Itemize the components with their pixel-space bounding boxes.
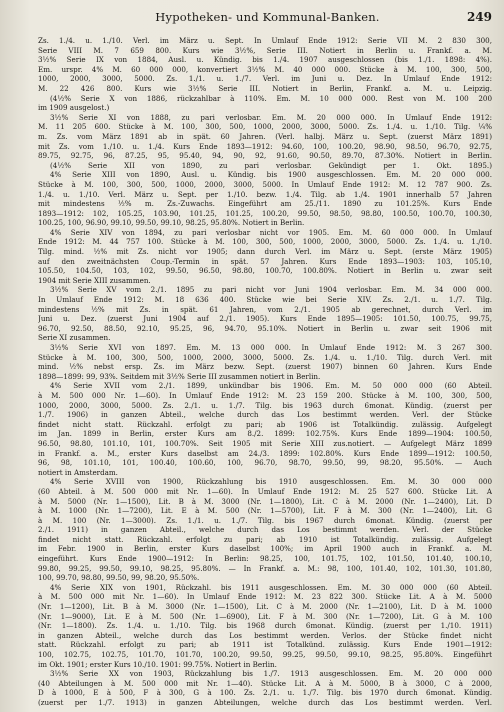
text-line: 100, 99.70, 98.80, 99.50, 99, 98.20, 95.50%. <box>38 573 200 583</box>
page-header <box>38 10 492 26</box>
text-line: M. 11 205 600. Stücke à M. 100, 300, 500, 1000, 2000, 3000, 5000. Zs. 1./4. u. 1./10. Tilg. ¼% <box>38 122 492 132</box>
text-line: 105.50, 104.50, 103, 102, 99.50, 96.50, 98.80, 100.70, 100.80%. Notiert in Berlin u. zwar seit <box>38 266 492 276</box>
text-line: auf den zweitnächsten Coup.-Termin in spät. 57 Jahren. Kurs Ende 1893—1903: 103, 105.10, <box>38 256 492 266</box>
text-line: M. 22 426 800. Kurs wie 3½% Serie III. Notiert in Berlin, Frankf. a. M. u. Leipzig. <box>38 83 492 93</box>
text-line: 96.50, 98.80, 101.10, 101, 100.70%. Seit 1905 mit Serie XIII zus.notiert. — Aufgelegt März 1899 <box>38 438 492 448</box>
text-line: im Jan. 1899 in Berlin, erster Kurs am 8./2. 1899: 102.75%. Kurs Ende 1899—1904: 100.50, <box>38 429 492 439</box>
text-line: (Nr. 1—1200), Lit. B à M. 3000 (Nr. 1—1500), Lit. C à M. 2000 (Nr. 1—2100), Lit. D à M. 1000 <box>38 602 492 612</box>
text-line: 3½% Serie XI von 1888, zu pari verlosbar. Em. M. 20 000 000. In Umlauf Ende 1912: <box>50 112 492 122</box>
text-line: Tilg. mind. ½% mit Zs. nicht vor 1905; dann durch Verl. im März u. Sept. (erste März 1905) <box>38 247 492 257</box>
text-line: Zs. 1./4. u. 1./10. Verl. im März u. Sept. In Umlauf Ende 1912: Serie VII M. 2 830 300, <box>38 36 492 45</box>
text-line: findet nicht statt. Rückzahl. erfolgt zu pari; ab 1906 ist Totalkündig. zulässig. Aufgelegt <box>38 419 492 429</box>
text-line: eingeführt. Kurs Ende 1900—1912: In Berlin: 98.25, 100, 101.75, 102, 101.50, 101.40, 100.10, <box>38 554 492 564</box>
text-line: in Frankf. a. M., erster Kurs daselbst am 24./3. 1899: 102.80%. Kurs Ende 1899—1912: 100.50, <box>38 448 492 458</box>
text-line: 96.70, 92.50, 88.50, 92.10, 95.25, 96, 94.70, 95.10%. Notiert in Berlin u. zwar seit 1906 mit <box>38 323 492 333</box>
text-line: 4% Serie XVIII von 1900, Rückzahlung bis 1910 ausgeschlossen. Em. M. 30 000 000 <box>50 477 492 487</box>
text-line: 3½% Serie XX von 1903, Rückzahlung bis 1./7. 1913 ausgeschlossen. Em. M. 20 000 000 <box>50 669 492 679</box>
text-line: im 1909 ausgelost.) <box>38 103 110 113</box>
text-line: D à 1000, E à 500, F à 300, G à 100. Zs. 2./1. u. 1./7. Tilg. bis 1970 durch 6monat. Kündig. <box>38 688 492 698</box>
text-line: 4% Serie XVII vom 2./1. 1899, unkündbar bis 1906. Em. M. 50 000 000 (60 Abteil. <box>50 381 492 391</box>
text-line: (40 Abteilungen à M. 500 000 mit Nr. 1—40). Stücke Lit. A à M. 5000, B à 3000, C à 2000, <box>38 678 492 688</box>
text-line: 1000, 2000, 3000, 5000. Zs. 1./1. u. 1./7. Verl. im Juni u. Dez. In Umlauf Ende 1912: <box>38 74 492 84</box>
text-line: 1000, 2000, 3000, 5000. Zs. 2./1. u. 1./7. Tilg. bis 1963 durch 6monat. Kündig. (zuerst per <box>38 400 492 410</box>
text-line: (Nr. 1—9000), Lit. E à M. 500 (Nr. 1—6900), Lit. F à M. 300 (Nr. 1—7200), Lit. G à M. 100 <box>38 611 492 621</box>
text-line: notiert in Amsterdam. <box>38 467 118 477</box>
text-line: im Febr. 1900 in Berlin, erster Kurs daselbst 100%; im April 1900 auch in Frankf. a. M. <box>38 544 492 554</box>
running-title: Hypotheken- und Kommunal-Banken. <box>155 10 380 24</box>
text-line: 1./4. u. 1./10. Verl. März u. Sept. per 1./10. bezw. 1./4. Tilg. ab 1./4. 1901 innerhalb 57 Jahren <box>38 189 492 199</box>
text-line: (60 Abteil. à M. 500 000 mit Nr. 1—60). In Umlauf Ende 1912: M. 25 527 600. Stücke Lit. A <box>38 486 492 496</box>
text-line: (zuerst per 1./7. 1913) in ganzen Abteilungen, welche durch das Los bestimmt werden. Verl. <box>38 697 492 707</box>
page-number: 249 <box>466 10 492 24</box>
text-line: à M. 500 000 mit Nr. 1—60). In Umlauf Ende 1912: M. 23 822 300. Stücke Lit. A à M. 5000 <box>38 592 492 602</box>
text-line: 4% Serie XIII von 1890, Ausl. u. Kündig. bis 1900 ausgeschlossen. Em. M. 20 000 000. <box>50 170 492 180</box>
text-line: In Umlauf Ende 1912: M. 18 636 400. Stücke wie bei Serie XIV. Zs. 2./1. u. 1./7. Tilg. <box>38 295 492 305</box>
text-line: 100.25, 100, 96.90, 99.10, 99.50, 99.10, 98.25, 95.80%. Notiert in Berlin. <box>38 218 305 228</box>
text-line: Stücke à M. 100, 300, 500, 1000, 2000, 3000, 5000. In Umlauf Ende 1912: M. 12 787 900. Zs. <box>38 179 492 189</box>
text-line: à M. 1000 (Nr. 1—7200), Lit. E à M. 500 (Nr. 1—5700), Lit. F à M. 300 (Nr. 1—2400), Lit. G <box>38 506 492 516</box>
text-line: à M. 500 000 Nr. 1—60). In Umlauf Ende 1912: M. 23 159 200. Stücke à M. 100, 300, 500, <box>38 390 492 400</box>
text-line: 89.75, 92.75, 96, 87.25, 95, 95.40, 94, 90, 92, 91.60, 90.50, 89.70, 87.30%. Notiert in Berlin. <box>38 151 492 161</box>
text-line: in ganzen Abteil., welche durch das Los bestimmt werden. Verlos. der Stücke findet nicht <box>38 630 492 640</box>
text-line: 1./7. 1906) in ganzen Abteil., welche durch das Los bestimmt werden. Verl. der Stücke <box>38 410 492 420</box>
text-line: 2./1. 1911) in ganzen Abteil., welche durch das Los bestimmt werden. Verl. der Stücke <box>38 525 492 535</box>
text-line: im Okt. 1901; erster Kurs 10./10. 1901: 99.75%. Notiert in Berlin. <box>38 659 277 669</box>
text-line: mit Zs. vom 1./10. u. 1./4. Kurs Ende 1893—1912: 94.60, 100, 100.20, 98.90, 98.50, 96.70, 92.75, <box>38 141 492 151</box>
text-line: à M. 5000 (Nr. 1—1500), Lit. B à M. 3000 (Nr. 1—1800), Lit. C à M. 2000 (Nr. 1—2400), Lit. D <box>38 496 492 506</box>
text-line: (4½% Serie XII von 1890, zu pari verlosbar. Gekündigt per 1. Okt. 1895.) <box>50 160 492 170</box>
text-line: mind. ½% nebst ersp. Zs. im März bezw. Sept. (zuerst 1907) binnen 60 Jahren. Kurs Ende <box>38 362 492 372</box>
text-line: Juni u. Dez. (zuerst Juni 1904 auf 2./1. 1905). Kurs Ende 1895—1905: 101.50, 100.75, 99.75, <box>38 314 492 324</box>
text-line: Ende 1912: M. 44 757 100. Stücke à M. 100, 300, 500, 1000, 2000, 3000, 5000. Zs. 1./4. u. 1./10. <box>38 237 492 247</box>
text-line: m. Zs. vom März 1891 ab in spät. 60 Jahren. (Verl. halbj. März u. Sept. (zuerst März 1891) <box>38 131 492 141</box>
text-line: statt. Rückzahl. erfolgt zu pari; ab 1911 ist Totalkünd. zulässig. Kurs Ende 1901—1912: <box>38 640 492 650</box>
text-line: 3½% Serie XVI von 1897. Em. M. 13 000 000. In Umlauf Ende 1912: M. 3 267 300. <box>50 343 492 352</box>
text-line: mindestens ½% mit Zs. in spät. 61 Jahren, vom 2./1. 1905 ab gerechnet, durch Verl. im <box>38 304 492 314</box>
text-line: findet nicht statt. Rückzahl. erfolgt zu pari; ab 1910 ist Totalkündig. zulässig. Aufgelegt <box>38 534 492 544</box>
text-line: 3½% Serie IX von 1884, Ausl. u. Kündig. bis 1./4. 1907 ausgeschlossen (bis 1./1. 1898: 4%). <box>38 55 492 65</box>
text-line: Stücke à M. 100, 300, 500, 1000, 2000, 3000, 5000. Zs. 1./4. u. 1./10. Tilg. durch Verl. mit <box>38 352 492 362</box>
text-line: (Nr. 1—1800). Zs. 1./4. u. 1./10. Tilg. bis 1968 durch 6monat. Kündig. (zuerst per 1./10. 1911) <box>38 621 492 631</box>
text-line: 4% Serie XIV von 1894, zu pari verlosbar nicht vor 1905. Em. M. 60 000 000. In Umlauf <box>50 227 492 237</box>
text-line: 1898—1899: 99, 93%. Seitdem mit 3½% Serie III zusammen notiert in Berlin. <box>38 371 321 381</box>
text-line: 100, 102.75, 102.75, 101.70, 101.70, 100.20, 99.50, 99.25, 99.50, 99.10, 98.25, 95.80%. Eingeführt <box>38 650 492 659</box>
text-line: 96, 98, 101.10, 101, 100.40, 100.60, 100, 96.70, 98.70, 99.50, 99, 98.20, 95.50%. — Auch <box>38 458 492 468</box>
text-line: 1893—1912: 102, 105.25, 103.90, 101.25, 101.25, 100.20, 99.50, 98.50, 98.80, 100.50, 100.70, 100.30, <box>38 208 492 218</box>
text-line: 99.80, 99.25, 99.50, 99.10, 98.25, 95.80%. — In Frankf. a. M.: 98, 100, 101.40, 102, 101.30, 101.80, <box>38 563 492 573</box>
text-line: mit mindestens ½% m. Zs.-Zuwachs. Eingeführt am 25./11. 1890 zu 101.25%. Kurs Ende <box>38 199 492 209</box>
text-line: Em. urspr. 4% M. 60 000 000, konvertiert 3½% M. 40 000 000. Stücke à M. 100, 300, 500, <box>38 64 492 74</box>
text-line: 4% Serie XIX von 1901, Rückzahl. bis 1911 ausgeschlossen. Em. M. 30 000 000 (60 Abteil. <box>50 582 492 592</box>
page-body <box>38 36 492 708</box>
text-line: (4½% Serie X von 1886, rückzahlbar à 110%. Em. M. 10 000 000. Rest von M. 100 200 <box>50 93 492 103</box>
text-line: Serie VIII M. 7 659 800. Kurs wie 3½%, Serie III. Notiert in Berlin u. Frankf. a. M. <box>38 45 492 55</box>
text-line: à M. 100 (Nr. 1—3000). Zs. 1./1. u. 1./7. Tilg. bis 1967 durch 6monat. Kündig. (zuerst per <box>38 515 492 525</box>
text-line: 1904 mit Serie XIII zusammen. <box>38 275 151 285</box>
text-line: 3½% Serie XV vom 2./1. 1895 zu pari nicht vor Juni 1904 verlosbar. Em. M. 34 000 000. <box>50 285 492 295</box>
text-line: Serie XI zusammen. <box>38 333 111 343</box>
